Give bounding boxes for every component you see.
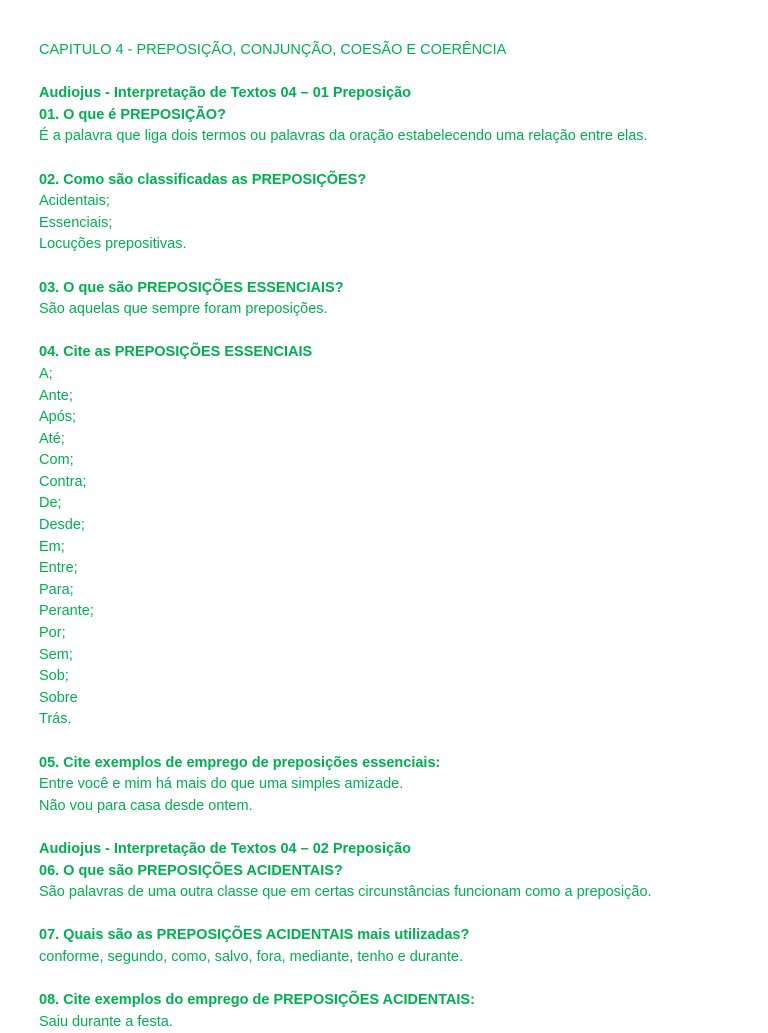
question-08: 08. Cite exemplos do emprego de PREPOSIÇÕES ACIDENTAIS: (39, 992, 475, 1009)
answer-item: Para; (39, 581, 74, 598)
question-01: 01. O que é PREPOSIÇÃO? (39, 106, 226, 123)
answer-item: Trás. (39, 711, 72, 728)
question-05: 05. Cite exemplos de emprego de preposições essenciais: (39, 754, 441, 771)
spacer (39, 62, 759, 84)
answer-item: Sobre (39, 689, 78, 706)
answer-08: Saiu durante a festa. (39, 1013, 173, 1030)
section-heading: Audiojus - Interpretação de Textos 04 – 02 Preposição (39, 840, 412, 857)
answer-item: Entre você e mim há mais do que uma simples amizade. (39, 776, 404, 793)
spacer (39, 731, 759, 753)
answer-item: Por; (39, 625, 66, 642)
answer-item: Sob; (39, 668, 69, 685)
answer-item: Com; (39, 452, 74, 469)
question-03: 03. O que são PREPOSIÇÕES ESSENCIAIS? (39, 279, 344, 296)
question-07: 07. Quais são as PREPOSIÇÕES ACIDENTAIS mais utilizadas? (39, 927, 470, 944)
question-06: 06. O que são PREPOSIÇÕES ACIDENTAIS? (39, 862, 343, 879)
answer-item: Locuções prepositivas. (39, 236, 187, 253)
answer-06: São palavras de uma outra classe que em certas circunstâncias funcionam como a preposição. (39, 884, 652, 901)
answer-item: Sem; (39, 646, 73, 663)
answer-03: São aquelas que sempre foram preposições. (39, 301, 328, 318)
answer-item: Perante; (39, 603, 94, 620)
answer-item: Desde; (39, 517, 85, 534)
spacer (39, 321, 759, 343)
answer-item: Contra; (39, 473, 87, 490)
answer-item: De; (39, 495, 62, 512)
document-page (39, 40, 759, 1033)
spacer (39, 148, 759, 170)
answer-item: A; (39, 365, 53, 382)
spacer (39, 904, 759, 926)
question-04: 04. Cite as PREPOSIÇÕES ESSENCIAIS (39, 344, 313, 361)
answer-item: Após; (39, 409, 77, 426)
answer-item: Em; (39, 538, 65, 555)
spacer (39, 817, 759, 839)
spacer (39, 256, 759, 278)
answer-item: Acidentais; (39, 193, 110, 210)
chapter-title: CAPITULO 4 - PREPOSIÇÃO, CONJUNÇÃO, COESÃO E COERÊNCIA (39, 42, 507, 58)
section-heading: Audiojus - Interpretação de Textos 04 – 01 Preposição (39, 85, 412, 102)
answer-item: Essenciais; (39, 214, 113, 231)
answer-item: Entre; (39, 560, 78, 577)
answer-item: Não vou para casa desde ontem. (39, 797, 253, 814)
spacer (39, 969, 759, 991)
answer-item: Até; (39, 430, 65, 447)
answer-item: Ante; (39, 387, 73, 404)
question-02: 02. Como são classificadas as PREPOSIÇÕES? (39, 171, 367, 188)
answer-01: É a palavra que liga dois termos ou palavras da oração estabelecendo uma relação entre elas. (39, 128, 648, 145)
answer-07: conforme, segundo, como, salvo, fora, mediante, tenho e durante. (39, 948, 463, 965)
